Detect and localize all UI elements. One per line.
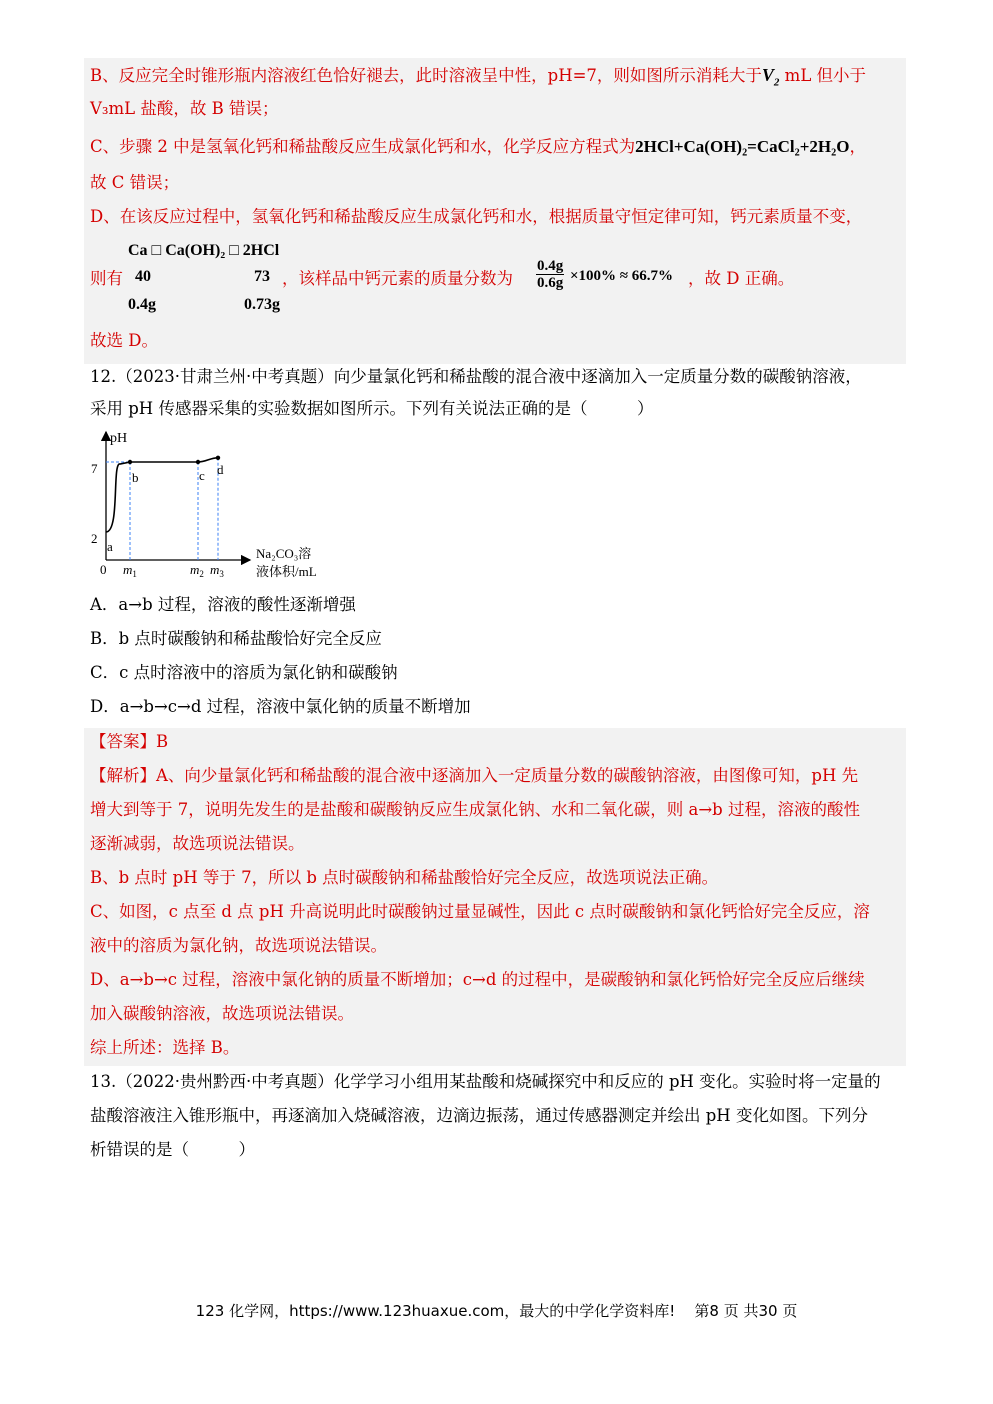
question-12-stem-2 [90, 398, 653, 420]
text: 加入碳酸钠溶液，故选项说法错误。 [90, 1004, 354, 1023]
point-label-c: c [199, 468, 205, 483]
calc-relation-row: Ca □ Ca(OH)₂ □ 2HCl [128, 242, 280, 259]
text: mL 但小于 [784, 66, 867, 85]
text: ，该样品中钙元素的质量分数为 [282, 269, 513, 288]
text: ，故 D 正确。 [688, 269, 795, 288]
text: B、反应完全时锥形瓶内溶液红色恰好褪去，此时溶液呈中性，pH=7，则如图所示消耗大于 [90, 66, 762, 85]
v2-sub: 2 [773, 76, 780, 89]
page-footer [0, 1300, 993, 1321]
answer: 【答案】B [90, 732, 169, 751]
option-d [90, 696, 471, 718]
analysis-b [90, 867, 718, 889]
answer-line [90, 731, 168, 753]
calc-value-04g: 0.4g [128, 296, 156, 313]
sub: 1 [132, 569, 137, 579]
calc-value-073g: 0.73g [244, 296, 280, 313]
fraction-result: ×100% ≈ 66.7% [570, 268, 674, 284]
text: B．b 点时碳酸钠和稀盐酸恰好完全反应 [90, 629, 382, 648]
m: m [210, 562, 220, 577]
point-d [216, 456, 220, 460]
analysis-a3 [90, 833, 305, 855]
sub: 3 [219, 569, 224, 579]
text: B、b 点时 pH 等于 7，所以 b 点时碳酸钠和稀盐酸恰好完全反应，故选项说法正确。 [90, 868, 719, 887]
text: 逐渐减弱，故选项说法错误。 [90, 834, 305, 853]
point-label-b: b [132, 470, 139, 485]
point-label-d: d [217, 462, 224, 477]
analysis-summary [90, 1037, 239, 1059]
point-b [128, 460, 132, 464]
text: ， [849, 137, 866, 156]
analysis-tag: 【解析】 [90, 766, 156, 785]
point-label-a: a [107, 539, 113, 554]
question-13-stem-2 [90, 1105, 868, 1127]
solution-line-b2 [90, 98, 279, 120]
fraction-numerator: 0.4g [537, 258, 564, 274]
question-13-stem-1 [90, 1071, 881, 1093]
analysis-a2 [90, 799, 860, 821]
y-tick-7: 7 [91, 461, 98, 476]
x-axis-label-2: 液体积/mL [256, 564, 317, 579]
option-a [90, 594, 356, 616]
text: 故选 D。 [90, 331, 158, 350]
text: 则有 [90, 269, 123, 288]
analysis-a1 [90, 765, 858, 787]
text: C、步骤 2 中是氢氧化钙和稀盐酸反应生成氯化钙和水，化学反应方程式为 [90, 137, 636, 156]
calc-value-40: 40 [135, 268, 151, 285]
y-axis-label: pH [110, 431, 128, 446]
calc-line-end [688, 268, 794, 290]
text: D．a→b→c→d 过程，溶液中氯化钠的质量不断增加 [90, 697, 471, 716]
analysis-c2 [90, 935, 387, 957]
question-12-stem-1 [90, 366, 862, 388]
analysis-d1 [90, 969, 865, 991]
text: C、如图，c 点至 d 点 pH 升高说明此时碳酸钠过量显碱性，因此 c 点时碳酸钠和氯化钙恰好完全反应，溶 [90, 902, 870, 921]
option-b [90, 628, 382, 650]
solution-line-c1 [90, 136, 866, 158]
text: 13.（2022·贵州黔西·中考真题）化学学习小组用某盐酸和烧碱探究中和反应的 pH 变化。实验时将一定量的 [90, 1072, 881, 1091]
text: 12.（2023·甘肃兰州·中考真题）向少量氯化钙和稀盐酸的混合液中逐滴加入一定质量分数的碳酸钠溶液， [90, 367, 862, 386]
text: 析错误的是（ ） [90, 1140, 255, 1159]
m: m [190, 562, 200, 577]
text: D、a→b→c 过程，溶液中氯化钠的质量不断增加；c→d 的过程中，是碳酸钠和氯化钙恰好完全反应后继续 [90, 970, 865, 989]
text: 综上所述：选择 B。 [90, 1038, 240, 1057]
calc-value-73: 73 [254, 268, 270, 285]
analysis-d2 [90, 1003, 354, 1025]
analysis-c1 [90, 901, 870, 923]
solution-line-c2 [90, 172, 179, 194]
ph-chart [90, 426, 350, 584]
text: D、在该反应过程中，氢氧化钙和稀盐酸反应生成氯化钙和水，根据质量守恒定律可知，钙元素质量不变， [90, 207, 863, 226]
point-c [196, 460, 200, 464]
sub: 2 [199, 569, 204, 579]
footer-site: 123 化学网，https://www.123huaxue.com，最大的中学化学资料库! [195, 1302, 676, 1320]
equation: 2HCl+Ca(OH)₂=CaCl₂+2H₂O [635, 137, 850, 156]
x-tick-m3 [210, 562, 224, 579]
text: 故 C 错误； [90, 173, 180, 192]
text: V₃mL 盐酸，故 B 错误； [90, 99, 279, 118]
calc-line-fraction [282, 268, 513, 290]
calc-line-main [90, 268, 123, 290]
solution-line-d1 [90, 206, 862, 228]
y-tick-2: 2 [91, 531, 98, 546]
solution-choose [90, 330, 158, 352]
origin-label: 0 [100, 562, 107, 577]
text: 盐酸溶液注入锥形瓶中，再逐滴加入烧碱溶液，边滴边振荡，通过传感器测定并绘出 pH 变化如图。下列分 [90, 1106, 868, 1125]
fraction-denominator: 0.6g [537, 275, 564, 291]
solution-line-b1 [90, 64, 866, 94]
x-axis-label-1: Na₂CO₃溶 [256, 546, 312, 561]
m: m [123, 562, 133, 577]
text: A、向少量氯化钙和稀盐酸的混合液中逐滴加入一定质量分数的碳酸钠溶液，由图像可知，pH 先 [156, 766, 859, 785]
text: A．a→b 过程，溶液的酸性逐渐增强 [90, 595, 356, 614]
x-tick-m2 [190, 562, 204, 579]
footer-page-number: 第8 页 共30 页 [694, 1302, 798, 1320]
text: C．c 点时溶液中的溶质为氯化钠和碳酸钠 [90, 663, 398, 682]
mass-fraction [536, 258, 564, 291]
v2-symbol: V [761, 65, 774, 85]
question-13-stem-3 [90, 1139, 255, 1161]
text: 采用 pH 传感器采集的实验数据如图所示。下列有关说法正确的是（ ） [90, 399, 654, 418]
text: 增大到等于 7，说明先发生的是盐酸和碳酸钠反应生成氯化钠、水和二氧化碳，则 a→b 过程，溶液的酸性 [90, 800, 860, 819]
option-c [90, 662, 398, 684]
x-tick-m1 [123, 562, 137, 579]
text: 液中的溶质为氯化钠，故选项说法错误。 [90, 936, 387, 955]
